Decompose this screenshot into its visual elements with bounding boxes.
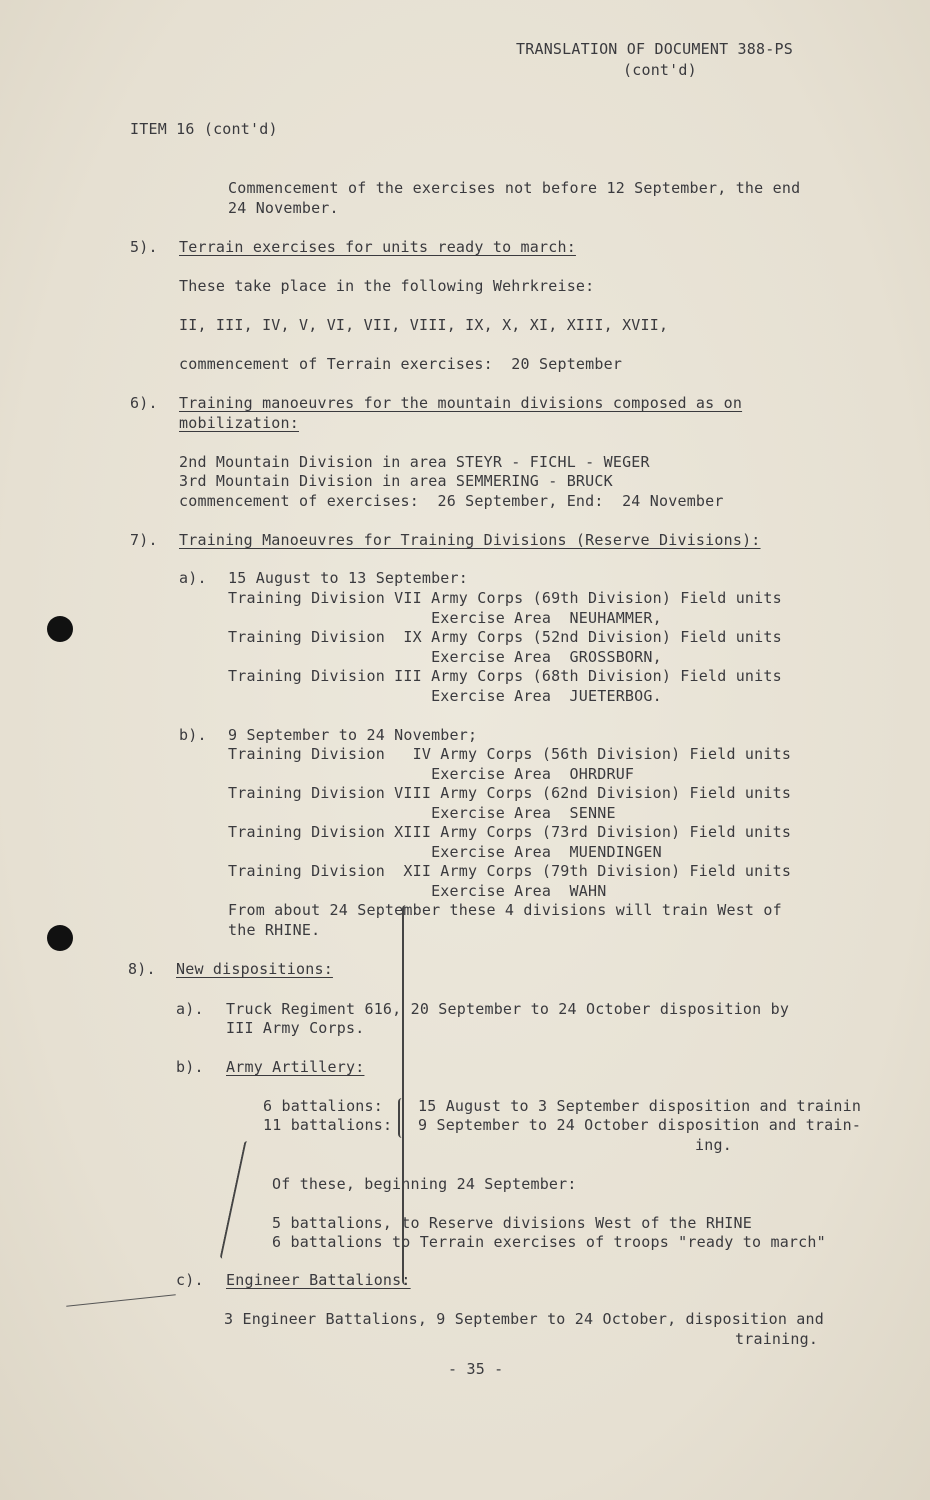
- section-heading: Training manoeuvres for the mountain divisions composed as on: [179, 394, 743, 412]
- punch-hole: [47, 616, 73, 642]
- section-number: 7).: [130, 531, 158, 549]
- pencil-mark: [220, 1141, 251, 1260]
- document-title-contd: (cont'd): [623, 61, 697, 79]
- training-line: the RHINE.: [228, 921, 321, 939]
- training-line: Exercise Area MUENDINGEN: [228, 843, 662, 861]
- training-line: Exercise Area NEUHAMMER,: [228, 609, 662, 627]
- section-text: 3rd Mountain Division in area SEMMERING - BRUCK: [179, 472, 613, 490]
- training-line: Training Division VIII Army Corps (62nd Division) Field units: [228, 784, 792, 802]
- subsection-label: a).: [179, 569, 207, 587]
- artillery-split: 5 battalions, to Reserve divisions West of the RHINE: [272, 1214, 752, 1232]
- artillery-dates: ing.: [695, 1136, 732, 1154]
- pencil-bracket: [402, 905, 410, 1285]
- section-heading: New dispositions:: [176, 960, 333, 978]
- subsection-dates: 15 August to 13 September:: [228, 569, 468, 587]
- training-line: Exercise Area GROSSBORN,: [228, 648, 662, 666]
- artillery-count: 11 battalions:: [263, 1116, 393, 1134]
- intro-line: Commencement of the exercises not before 12 September, the end: [228, 179, 801, 197]
- section-text: II, III, IV, V, VI, VII, VIII, IX, X, XI, XIII, XVII,: [179, 316, 669, 334]
- subsection-label: b).: [176, 1058, 204, 1076]
- engineer-line: 3 Engineer Battalions, 9 September to 24 October, disposition and: [224, 1310, 824, 1328]
- training-line: Training Division VII Army Corps (69th Division) Field units: [228, 589, 782, 607]
- document-title: TRANSLATION OF DOCUMENT 388-PS: [516, 40, 793, 58]
- subsection-label: b).: [179, 726, 207, 744]
- section-text: commencement of exercises: 26 September, End: 24 November: [179, 492, 724, 510]
- training-line: From about 24 September these 4 divisions will train West of: [228, 901, 782, 919]
- subsection-heading: Engineer Battalions:: [226, 1271, 411, 1289]
- training-line: Training Division IV Army Corps (56th Division) Field units: [228, 745, 792, 763]
- subsection-heading: Army Artillery:: [226, 1058, 365, 1076]
- training-line: Training Division XIII Army Corps (73rd Division) Field units: [228, 823, 792, 841]
- section-text: commencement of Terrain exercises: 20 September: [179, 355, 623, 373]
- subsection-label: a).: [176, 1000, 204, 1018]
- section-number: 6).: [130, 394, 158, 412]
- training-line: Exercise Area WAHN: [228, 882, 607, 900]
- pencil-mark: [66, 1294, 176, 1306]
- training-line: Training Division III Army Corps (68th Division) Field units: [228, 667, 782, 685]
- disposition-line: III Army Corps.: [226, 1019, 365, 1037]
- training-line: Exercise Area OHRDRUF: [228, 765, 635, 783]
- punch-hole: [47, 925, 73, 951]
- artillery-split: 6 battalions to Terrain exercises of troops "ready to march": [272, 1233, 826, 1251]
- artillery-count: 6 battalions:: [263, 1097, 383, 1115]
- section-number: 5).: [130, 238, 158, 256]
- pen-brace: [398, 1098, 406, 1138]
- item-heading: ITEM 16 (cont'd): [130, 120, 278, 138]
- engineer-line: training.: [735, 1330, 819, 1348]
- artillery-dates: 15 August to 3 September disposition and trainin: [418, 1097, 862, 1115]
- training-line: Exercise Area JUETERBOG.: [228, 687, 662, 705]
- section-heading: mobilization:: [179, 414, 299, 432]
- training-line: Training Division IX Army Corps (52nd Division) Field units: [228, 628, 782, 646]
- intro-line: 24 November.: [228, 199, 339, 217]
- artillery-dates: 9 September to 24 October disposition and train-: [418, 1116, 862, 1134]
- subsection-label: c).: [176, 1271, 204, 1289]
- section-heading: Training Manoeuvres for Training Divisions (Reserve Divisions):: [179, 531, 761, 549]
- page-number: - 35 -: [448, 1360, 504, 1378]
- section-heading: Terrain exercises for units ready to march:: [179, 238, 576, 256]
- section-number: 8).: [128, 960, 156, 978]
- subsection-dates: 9 September to 24 November;: [228, 726, 478, 744]
- disposition-line: Truck Regiment 616, 20 September to 24 October disposition by: [226, 1000, 790, 1018]
- section-text: 2nd Mountain Division in area STEYR - FICHL - WEGER: [179, 453, 650, 471]
- training-line: Training Division XII Army Corps (79th Division) Field units: [228, 862, 792, 880]
- section-text: These take place in the following Wehrkreise:: [179, 277, 595, 295]
- training-line: Exercise Area SENNE: [228, 804, 616, 822]
- artillery-note: Of these, beginning 24 September:: [272, 1175, 577, 1193]
